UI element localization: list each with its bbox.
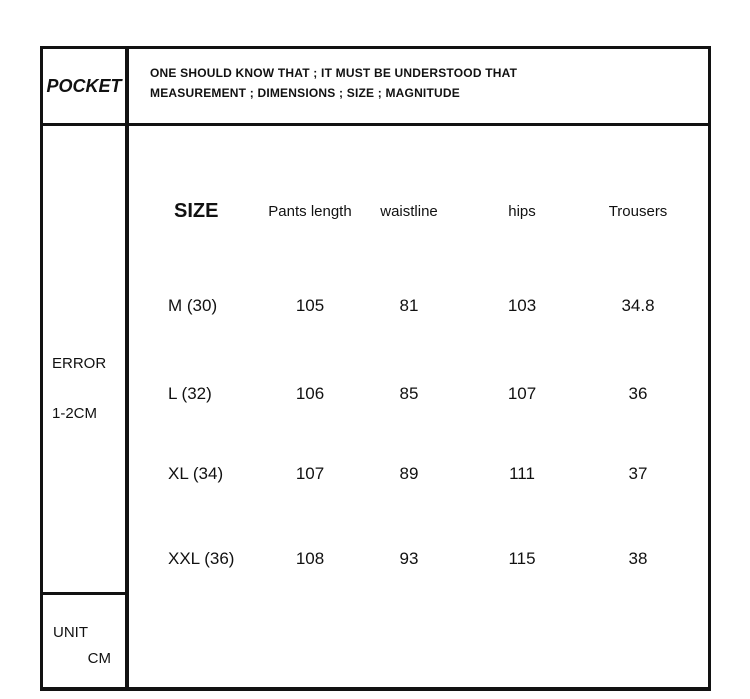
- trousers-value: 38: [628, 549, 648, 568]
- pocket-label: POCKET: [46, 75, 122, 96]
- error-cell: [43, 126, 125, 592]
- unit-cell: [43, 592, 125, 687]
- size-grid: [129, 126, 708, 687]
- pants-length-value: 108: [295, 549, 325, 568]
- description-line-1: ONE SHOULD KNOW THAT ; IT MUST BE UNDERSTOOD THAT: [150, 66, 518, 80]
- pocket-cell: [43, 49, 125, 126]
- size-label: XXL (36): [168, 549, 235, 568]
- column-header-hips: hips: [508, 202, 536, 220]
- waistline-value: 81: [399, 296, 419, 315]
- column-header-trousers: Trousers: [608, 202, 668, 220]
- size-label: XL (34): [168, 464, 224, 483]
- table-row-xl: [129, 434, 708, 514]
- size-label: L (32): [168, 384, 212, 403]
- main-column: [129, 49, 708, 687]
- trousers-value: 34.8: [621, 296, 655, 315]
- size-label: M (30): [168, 296, 218, 315]
- column-header-waistline: waistline: [380, 202, 438, 220]
- error-value: 1-2CM: [52, 405, 98, 422]
- waistline-value: 85: [399, 384, 419, 403]
- description-cell: [129, 49, 708, 126]
- left-column: [43, 49, 129, 687]
- error-label: ERROR: [52, 355, 107, 372]
- table-row-m: [129, 258, 708, 354]
- hips-value: 111: [509, 464, 535, 483]
- pants-length-value: 107: [295, 464, 325, 483]
- pants-length-value: 106: [295, 384, 325, 403]
- hips-value: 115: [508, 549, 536, 568]
- pants-length-value: 105: [295, 296, 325, 315]
- hips-value: 107: [507, 384, 537, 403]
- hips-value: 103: [507, 296, 537, 315]
- table-row-l: [129, 354, 708, 434]
- trousers-value: 36: [628, 384, 648, 403]
- waistline-value: 93: [399, 549, 419, 568]
- table-row-xxl: [129, 514, 708, 604]
- trousers-value: 37: [628, 464, 648, 483]
- size-chart-table: [40, 46, 711, 691]
- unit-value: CM: [87, 650, 111, 667]
- unit-label: UNIT: [53, 624, 88, 641]
- column-header-pants-length: Pants length: [268, 202, 352, 220]
- waistline-value: 89: [399, 464, 419, 483]
- header-row: [129, 164, 708, 258]
- column-header-size: SIZE: [174, 199, 219, 222]
- description-line-2: MEASUREMENT ; DIMENSIONS ; SIZE ; MAGNITUDE: [150, 85, 460, 100]
